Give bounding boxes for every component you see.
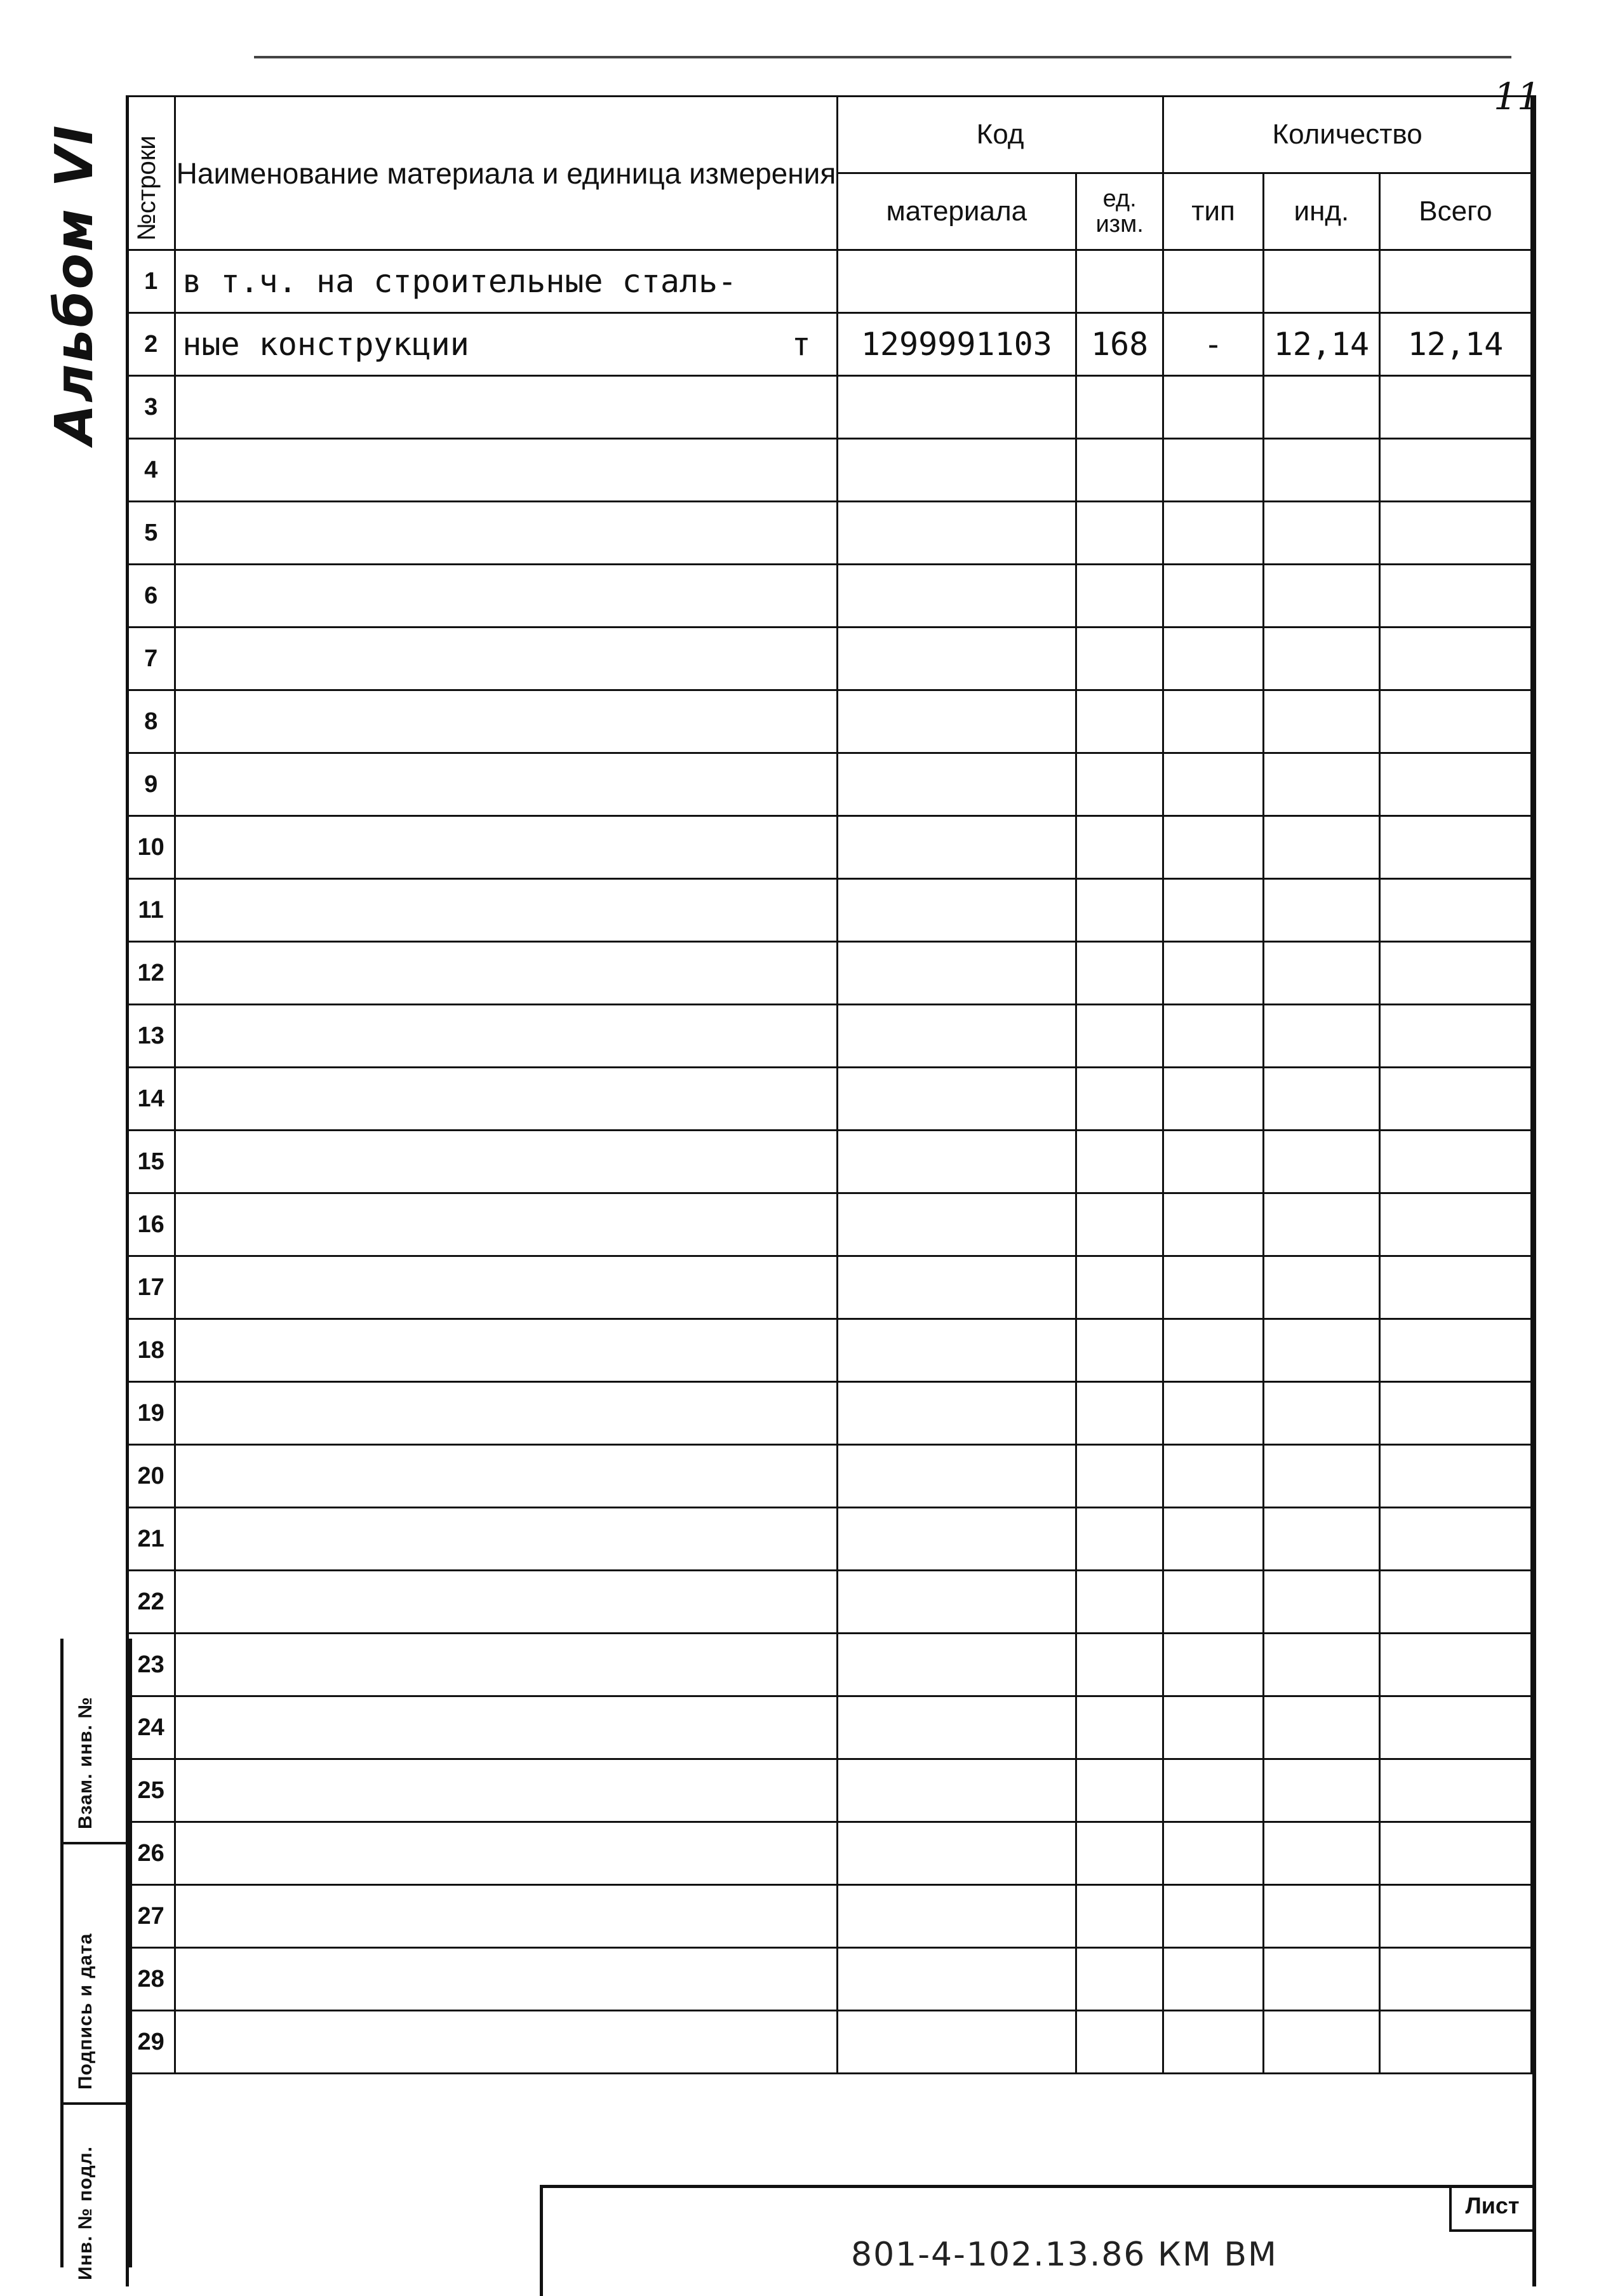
qty-type (1163, 1319, 1264, 1382)
qty-type (1163, 1634, 1264, 1696)
table-row (127, 942, 1532, 1005)
table-row (127, 1193, 1532, 1256)
qty-total (1379, 942, 1531, 1005)
table-row (127, 1885, 1532, 1948)
material-code (837, 1885, 1076, 1948)
unit-code (1076, 942, 1163, 1005)
table-row (127, 1131, 1532, 1193)
qty-ind: 12,14 (1263, 313, 1379, 376)
row-number: 10 (127, 816, 175, 879)
material-name (175, 1131, 837, 1193)
qty-total (1379, 502, 1531, 565)
row-number: 11 (127, 879, 175, 942)
document-code: 801-4-102.13.86 КМ ВМ (851, 2236, 1278, 2274)
top-rule (254, 56, 1511, 58)
unit-code (1076, 690, 1163, 753)
material-name (175, 2011, 837, 2074)
side-stamp-separator (64, 2102, 129, 2105)
qty-ind (1263, 816, 1379, 879)
material-name (175, 1508, 837, 1571)
qty-ind (1263, 1508, 1379, 1571)
row-number: 26 (127, 1822, 175, 1885)
table-row (127, 1571, 1532, 1634)
table-row (127, 1508, 1532, 1571)
qty-ind (1263, 502, 1379, 565)
qty-type (1163, 628, 1264, 690)
material-name (175, 1319, 837, 1382)
qty-type (1163, 1759, 1264, 1822)
qty-ind (1263, 1445, 1379, 1508)
material-code (837, 376, 1076, 439)
qty-ind (1263, 1319, 1379, 1382)
side-stamp-field-replace-inv: Взам. инв. № (75, 1696, 96, 1829)
qty-ind (1263, 2011, 1379, 2074)
qty-type (1163, 690, 1264, 753)
material-name (175, 879, 837, 942)
qty-ind (1263, 1948, 1379, 2011)
qty-total (1379, 1885, 1531, 1948)
material-name-text: ные конструкции (182, 326, 469, 363)
table-row (127, 1634, 1532, 1696)
qty-type (1163, 565, 1264, 628)
qty-ind (1263, 690, 1379, 753)
qty-type (1163, 250, 1264, 313)
table-row (127, 1759, 1532, 1822)
qty-total (1379, 816, 1531, 879)
qty-total (1379, 439, 1531, 502)
qty-type (1163, 1068, 1264, 1131)
materials-table (126, 95, 1532, 2074)
material-name (175, 1382, 837, 1445)
material-name (175, 313, 837, 376)
unit-code (1076, 1822, 1163, 1885)
qty-total (1379, 1382, 1531, 1445)
material-code (837, 1508, 1076, 1571)
material-name (175, 1822, 837, 1885)
qty-total (1379, 1445, 1531, 1508)
unit-code (1076, 816, 1163, 879)
material-name (175, 376, 837, 439)
table-row (127, 1068, 1532, 1131)
qty-type (1163, 879, 1264, 942)
side-stamp-field-signature-date: Подпись и дата (75, 1933, 96, 2090)
table-row (127, 250, 1532, 313)
unit-code (1076, 502, 1163, 565)
table-row (127, 1445, 1532, 1508)
qty-ind (1263, 628, 1379, 690)
qty-ind (1263, 1885, 1379, 1948)
material-code (837, 1445, 1076, 1508)
unit-code (1076, 1634, 1163, 1696)
unit-code (1076, 376, 1163, 439)
qty-type (1163, 1005, 1264, 1068)
material-code (837, 1571, 1076, 1634)
row-number: 20 (127, 1445, 175, 1508)
qty-total (1379, 1005, 1531, 1068)
material-name (175, 1634, 837, 1696)
header-qty-total: Всего (1379, 173, 1531, 250)
qty-type (1163, 1571, 1264, 1634)
page-number: 11 (1494, 75, 1541, 118)
unit-code (1076, 1885, 1163, 1948)
qty-total (1379, 1193, 1531, 1256)
material-code (837, 942, 1076, 1005)
table-row (127, 439, 1532, 502)
material-code (837, 690, 1076, 753)
qty-ind (1263, 1634, 1379, 1696)
material-name (175, 1068, 837, 1131)
row-number: 21 (127, 1508, 175, 1571)
qty-total (1379, 1948, 1531, 2011)
qty-ind (1263, 1256, 1379, 1319)
material-name (175, 502, 837, 565)
qty-total (1379, 250, 1531, 313)
material-code (837, 628, 1076, 690)
unit-code (1076, 1319, 1163, 1382)
material-name (175, 1885, 837, 1948)
qty-ind (1263, 1759, 1379, 1822)
material-name (175, 1445, 837, 1508)
row-number: 3 (127, 376, 175, 439)
qty-total (1379, 879, 1531, 942)
material-unit: т (791, 326, 811, 363)
qty-type (1163, 1382, 1264, 1445)
material-code (837, 502, 1076, 565)
material-name (175, 628, 837, 690)
qty-type (1163, 1822, 1264, 1885)
material-code (837, 1131, 1076, 1193)
table-row (127, 1948, 1532, 2011)
qty-total (1379, 1571, 1531, 1634)
row-number: 27 (127, 1885, 175, 1948)
material-code: 1299991103 (837, 313, 1076, 376)
material-name (175, 942, 837, 1005)
qty-total (1379, 565, 1531, 628)
qty-type (1163, 753, 1264, 816)
unit-code: 168 (1076, 313, 1163, 376)
material-code (837, 1256, 1076, 1319)
table-row (127, 879, 1532, 942)
header-quantity-group: Количество (1163, 97, 1532, 173)
material-name: в т.ч. на строительные сталь- (175, 250, 837, 313)
header-material-code: материала (837, 173, 1076, 250)
qty-total (1379, 1696, 1531, 1759)
unit-code (1076, 565, 1163, 628)
row-number: 18 (127, 1319, 175, 1382)
material-name (175, 1948, 837, 2011)
unit-code (1076, 1696, 1163, 1759)
material-name (175, 690, 837, 753)
qty-ind (1263, 1696, 1379, 1759)
row-number: 22 (127, 1571, 175, 1634)
row-number: 23 (127, 1634, 175, 1696)
qty-type (1163, 439, 1264, 502)
unit-code (1076, 1131, 1163, 1193)
album-label: Альбом VI (44, 123, 105, 445)
row-number: 19 (127, 1382, 175, 1445)
row-number: 16 (127, 1193, 175, 1256)
qty-total: 12,14 (1379, 313, 1531, 376)
material-name (175, 1193, 837, 1256)
row-number: 8 (127, 690, 175, 753)
unit-code (1076, 2011, 1163, 2074)
qty-total (1379, 1634, 1531, 1696)
row-number: 1 (127, 250, 175, 313)
material-name (175, 1696, 837, 1759)
qty-ind (1263, 879, 1379, 942)
material-code (837, 1759, 1076, 1822)
row-number: 7 (127, 628, 175, 690)
table-row (127, 690, 1532, 753)
side-stamp-separator (64, 1842, 129, 1844)
material-code (837, 879, 1076, 942)
qty-total (1379, 1068, 1531, 1131)
material-code (837, 565, 1076, 628)
unit-code (1076, 1005, 1163, 1068)
qty-ind (1263, 1068, 1379, 1131)
qty-ind (1263, 1822, 1379, 1885)
table-row (127, 502, 1532, 565)
qty-total (1379, 2011, 1531, 2074)
unit-code (1076, 1193, 1163, 1256)
qty-total (1379, 1131, 1531, 1193)
qty-type (1163, 1508, 1264, 1571)
qty-type (1163, 1948, 1264, 2011)
table-row (127, 1822, 1532, 1885)
qty-total (1379, 1759, 1531, 1822)
qty-total (1379, 1256, 1531, 1319)
material-code (837, 1005, 1076, 1068)
table-row (127, 1382, 1532, 1445)
qty-type: - (1163, 313, 1264, 376)
material-name (175, 816, 837, 879)
table-row (127, 1005, 1532, 1068)
qty-type (1163, 1885, 1264, 1948)
qty-type (1163, 942, 1264, 1005)
qty-type (1163, 1131, 1264, 1193)
row-number: 5 (127, 502, 175, 565)
qty-total (1379, 690, 1531, 753)
material-code (837, 1193, 1076, 1256)
row-number: 12 (127, 942, 175, 1005)
row-number: 6 (127, 565, 175, 628)
qty-type (1163, 816, 1264, 879)
header-material-name: Наименование материала и единица измерения (175, 97, 837, 250)
table-row (127, 1256, 1532, 1319)
table-row (127, 628, 1532, 690)
row-number: 4 (127, 439, 175, 502)
table-row (127, 816, 1532, 879)
qty-type (1163, 1193, 1264, 1256)
material-name (175, 1571, 837, 1634)
row-number: 17 (127, 1256, 175, 1319)
side-stamp-field-original-inv: Инв. № подл. (75, 2145, 96, 2280)
unit-code (1076, 1382, 1163, 1445)
row-number: 9 (127, 753, 175, 816)
row-number: 15 (127, 1131, 175, 1193)
material-code (837, 2011, 1076, 2074)
unit-code (1076, 250, 1163, 313)
qty-total (1379, 628, 1531, 690)
material-code (837, 1822, 1076, 1885)
qty-ind (1263, 942, 1379, 1005)
qty-total (1379, 1822, 1531, 1885)
material-code (837, 1634, 1076, 1696)
qty-ind (1263, 1571, 1379, 1634)
table-row (127, 753, 1532, 816)
unit-code (1076, 1571, 1163, 1634)
table-row (127, 1696, 1532, 1759)
material-code (837, 753, 1076, 816)
qty-type (1163, 2011, 1264, 2074)
qty-ind (1263, 1131, 1379, 1193)
row-number: 28 (127, 1948, 175, 2011)
row-number: 29 (127, 2011, 175, 2074)
qty-total (1379, 1508, 1531, 1571)
table-row (127, 565, 1532, 628)
unit-code (1076, 439, 1163, 502)
row-number: 14 (127, 1068, 175, 1131)
qty-ind (1263, 376, 1379, 439)
unit-code (1076, 1948, 1163, 2011)
unit-code (1076, 1759, 1163, 1822)
row-number: 2 (127, 313, 175, 376)
material-name (175, 565, 837, 628)
unit-code (1076, 1068, 1163, 1131)
qty-ind (1263, 1382, 1379, 1445)
unit-code (1076, 1508, 1163, 1571)
qty-type (1163, 1256, 1264, 1319)
material-name (175, 753, 837, 816)
header-row-number: №строки (127, 97, 175, 250)
material-name (175, 1759, 837, 1822)
material-name (175, 1256, 837, 1319)
material-code (837, 1696, 1076, 1759)
material-code (837, 1948, 1076, 2011)
qty-type (1163, 1445, 1264, 1508)
qty-type (1163, 502, 1264, 565)
row-number: 25 (127, 1759, 175, 1822)
qty-type (1163, 376, 1264, 439)
row-number: 24 (127, 1696, 175, 1759)
header-qty-type: тип (1163, 173, 1264, 250)
table-row (127, 313, 1532, 376)
unit-code (1076, 1256, 1163, 1319)
material-name (175, 1005, 837, 1068)
unit-code (1076, 628, 1163, 690)
material-code (837, 1319, 1076, 1382)
unit-code (1076, 1445, 1163, 1508)
material-code (837, 1068, 1076, 1131)
material-name (175, 439, 837, 502)
qty-ind (1263, 753, 1379, 816)
table-row (127, 2011, 1532, 2074)
sheet-label: Лист (1449, 2185, 1533, 2232)
qty-ind (1263, 439, 1379, 502)
qty-ind (1263, 1005, 1379, 1068)
material-code (837, 439, 1076, 502)
qty-type (1163, 1696, 1264, 1759)
qty-ind (1263, 1193, 1379, 1256)
unit-code (1076, 879, 1163, 942)
header-unit-code: ед. изм. (1076, 173, 1163, 250)
header-code-group: Код (837, 97, 1163, 173)
row-number: 13 (127, 1005, 175, 1068)
material-code (837, 1382, 1076, 1445)
table-row (127, 1319, 1532, 1382)
header-qty-ind: инд. (1263, 173, 1379, 250)
qty-total (1379, 1319, 1531, 1382)
qty-ind (1263, 250, 1379, 313)
qty-total (1379, 753, 1531, 816)
qty-ind (1263, 565, 1379, 628)
table-row (127, 376, 1532, 439)
unit-code (1076, 753, 1163, 816)
qty-total (1379, 376, 1531, 439)
material-code (837, 816, 1076, 879)
material-code (837, 250, 1076, 313)
